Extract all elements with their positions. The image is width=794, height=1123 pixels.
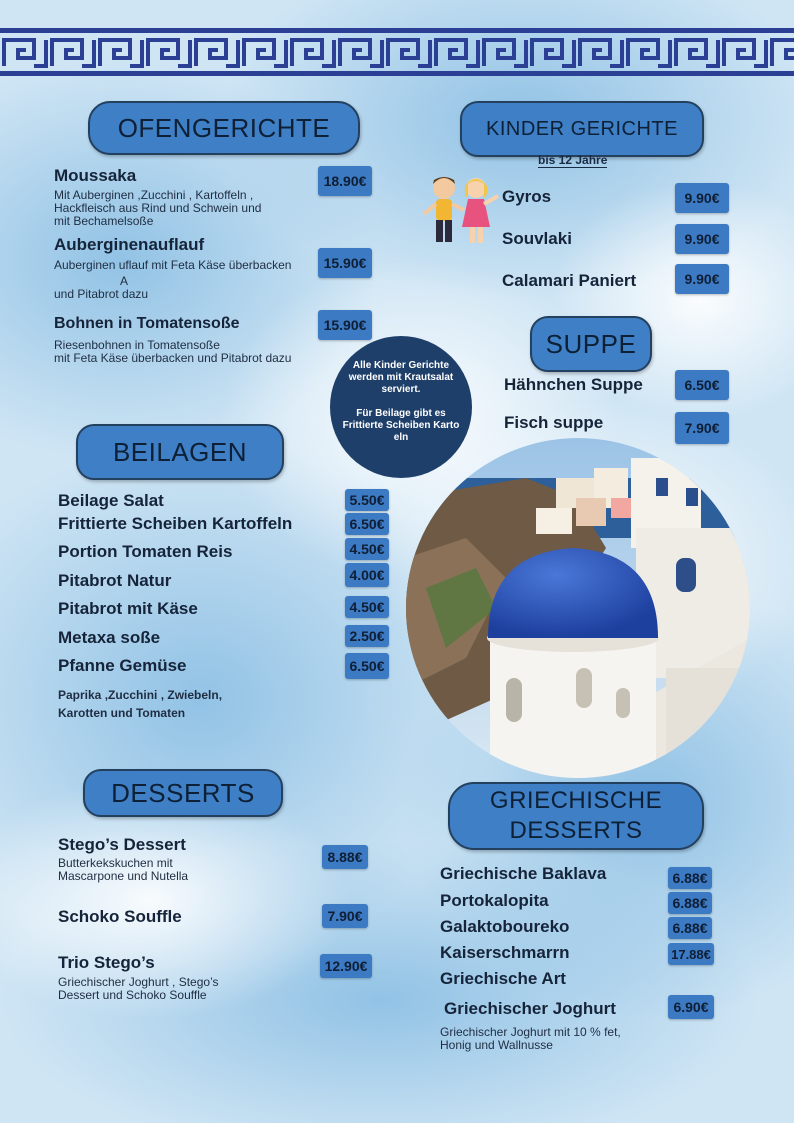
greek-key-segment (580, 40, 610, 66)
price-tag: 5.50€ (345, 489, 389, 511)
item-desc (54, 259, 291, 301)
section-griechische-desserts (448, 782, 704, 850)
greek-key-segment (100, 40, 130, 66)
price-tag: 6.50€ (345, 653, 389, 679)
price-tag: 15.90€ (318, 248, 372, 278)
item-beilage-salat: Beilage Salat (58, 491, 164, 510)
item-griechische-art: Griechische Art (440, 969, 566, 988)
item-desc (58, 686, 222, 722)
price-tag: 4.50€ (345, 596, 389, 618)
section-title: BEILAGEN (112, 436, 248, 467)
price-tag: 6.50€ (675, 370, 729, 400)
item-desc (54, 189, 261, 228)
price-tag: 9.90€ (675, 264, 729, 294)
greek-key-segment (340, 40, 370, 66)
greek-key-segment (4, 40, 34, 66)
greek-key-segment (772, 40, 794, 66)
greek-key-segment (148, 40, 178, 66)
desc-line: Mascarpone und Nutella (58, 869, 189, 883)
section-suppe (530, 316, 652, 372)
desc-line: Griechischer Joghurt mit 10 % fet, (440, 1025, 621, 1039)
item-haehnchen-suppe: Hähnchen Suppe (504, 375, 643, 394)
price-tag: 12.90€ (320, 954, 372, 978)
item-desc (54, 339, 291, 365)
section-kinder (460, 101, 704, 157)
item-souvlaki: Souvlaki (502, 229, 572, 248)
price-tag: 7.90€ (675, 412, 729, 444)
desc-line: Auberginen uflauf mit Feta Käse überbacken (54, 258, 292, 272)
price-tag: 6.90€ (668, 995, 714, 1019)
greek-key-segment (628, 40, 658, 66)
item-frittierte-kartoffeln: Frittierte Scheiben Kartoffeln (58, 514, 293, 533)
item-gyros: Gyros (502, 187, 552, 206)
greek-key-segment (388, 40, 418, 66)
price-tag: 9.90€ (675, 183, 729, 213)
section-desserts (83, 769, 283, 817)
section-title: SUPPE (545, 328, 637, 359)
price-tag: 9.90€ (675, 224, 729, 254)
greek-key-segment (676, 40, 706, 66)
item-auberginenauflauf: Auberginenauflauf (54, 235, 205, 254)
item-schoko-souffle: Schoko Souffle (58, 907, 182, 926)
item-portokalopita: Portokalopita (440, 891, 549, 910)
desc-line: A (120, 274, 129, 288)
desc-line: Hackfleisch aus Rind und Schwein und (54, 201, 262, 215)
price-tag: 4.50€ (345, 538, 389, 560)
item-stegos-dessert: Stego’s Dessert (58, 835, 186, 854)
santorini-dome-photo (406, 438, 750, 778)
desc-line: Karotten und Tomaten (58, 706, 186, 720)
section-ofengerichte (88, 101, 360, 155)
item-pitabrot-kaese: Pitabrot mit Käse (58, 599, 198, 618)
item-tomaten-reis: Portion Tomaten Reis (58, 542, 233, 561)
price-tag: 6.88€ (668, 892, 712, 914)
section-title: KINDER GERICHTE (486, 117, 678, 140)
greek-key-segment (436, 40, 466, 66)
desc-line: und Pitabrot dazu (54, 287, 149, 301)
desc-line: Dessert und Schoko Souffle (58, 988, 207, 1002)
price-tag: 6.50€ (345, 513, 389, 535)
greek-key-segment (724, 40, 754, 66)
item-baklava: Griechische Baklava (440, 864, 607, 883)
desc-line: Butterkekskuchen mit (58, 856, 173, 870)
item-griechischer-joghurt: Griechischer Joghurt (444, 999, 616, 1018)
greek-key-segment (292, 40, 322, 66)
kids-illustration-icon (418, 172, 504, 250)
item-desc (58, 857, 188, 883)
price-tag: 18.90€ (318, 166, 372, 196)
desc-line: Mit Auberginen ,Zucchini , Kartoffeln , (54, 188, 254, 202)
item-pfanne-gemuese: Pfanne Gemüse (58, 656, 187, 675)
item-calamari: Calamari Paniert (502, 271, 637, 290)
desc-line: Honig und Wallnusse (440, 1038, 553, 1052)
item-kaiserschmarrn: Kaiserschmarrn (440, 943, 570, 962)
item-pitabrot-natur: Pitabrot Natur (58, 571, 172, 590)
greek-key-border (0, 28, 794, 76)
price-tag: 4.00€ (345, 563, 389, 587)
item-desc (58, 976, 219, 1002)
greek-key-segment (196, 40, 226, 66)
price-tag: 17.88€ (668, 943, 714, 965)
greek-key-segment (244, 40, 274, 66)
item-metaxa-sosse: Metaxa soße (58, 628, 161, 647)
greek-key-segment (52, 40, 82, 66)
item-bohnen: Bohnen in Tomatensoße (54, 315, 240, 332)
note-line-2: Für Beilage gibt es Frittierte Scheiben Karto eln (342, 408, 460, 443)
kinder-subtitle: bis 12 Jahre (538, 153, 608, 167)
price-tag: 2.50€ (345, 625, 389, 647)
item-fisch-suppe: Fisch suppe (504, 413, 604, 432)
section-title: GRIECHISCHE (489, 787, 663, 814)
item-trio-stegos: Trio Stego’s (58, 953, 155, 972)
item-galaktoboureko: Galaktoboureko (440, 917, 570, 936)
desc-line: mit Bechamelsoße (54, 214, 154, 228)
price-tag: 6.88€ (668, 917, 712, 939)
note-line-1: Alle Kinder Gerichte werden mit Krautsalat serviert. (348, 360, 454, 395)
section-beilagen (76, 424, 284, 480)
desc-line: Griechischer Joghurt , Stego’s (58, 975, 219, 989)
section-title: DESSERTS (509, 817, 643, 844)
section-title: OFENGERICHTE (117, 112, 331, 143)
section-title: DESSERTS (111, 777, 255, 808)
item-moussaka: Moussaka (54, 166, 137, 185)
greek-key-segment (484, 40, 514, 66)
price-tag: 8.88€ (322, 845, 368, 869)
price-tag: 7.90€ (322, 904, 368, 928)
desc-line: Riesenbohnen in Tomatensoße (54, 338, 220, 352)
price-tag: 15.90€ (318, 310, 372, 340)
desc-line: mit Feta Käse überbacken und Pitabrot dazu (54, 351, 292, 365)
desc-line: Paprika ,Zucchini , Zwiebeln, (58, 688, 223, 702)
item-desc (440, 1026, 621, 1052)
greek-key-segment (532, 40, 562, 66)
price-tag: 6.88€ (668, 867, 712, 889)
